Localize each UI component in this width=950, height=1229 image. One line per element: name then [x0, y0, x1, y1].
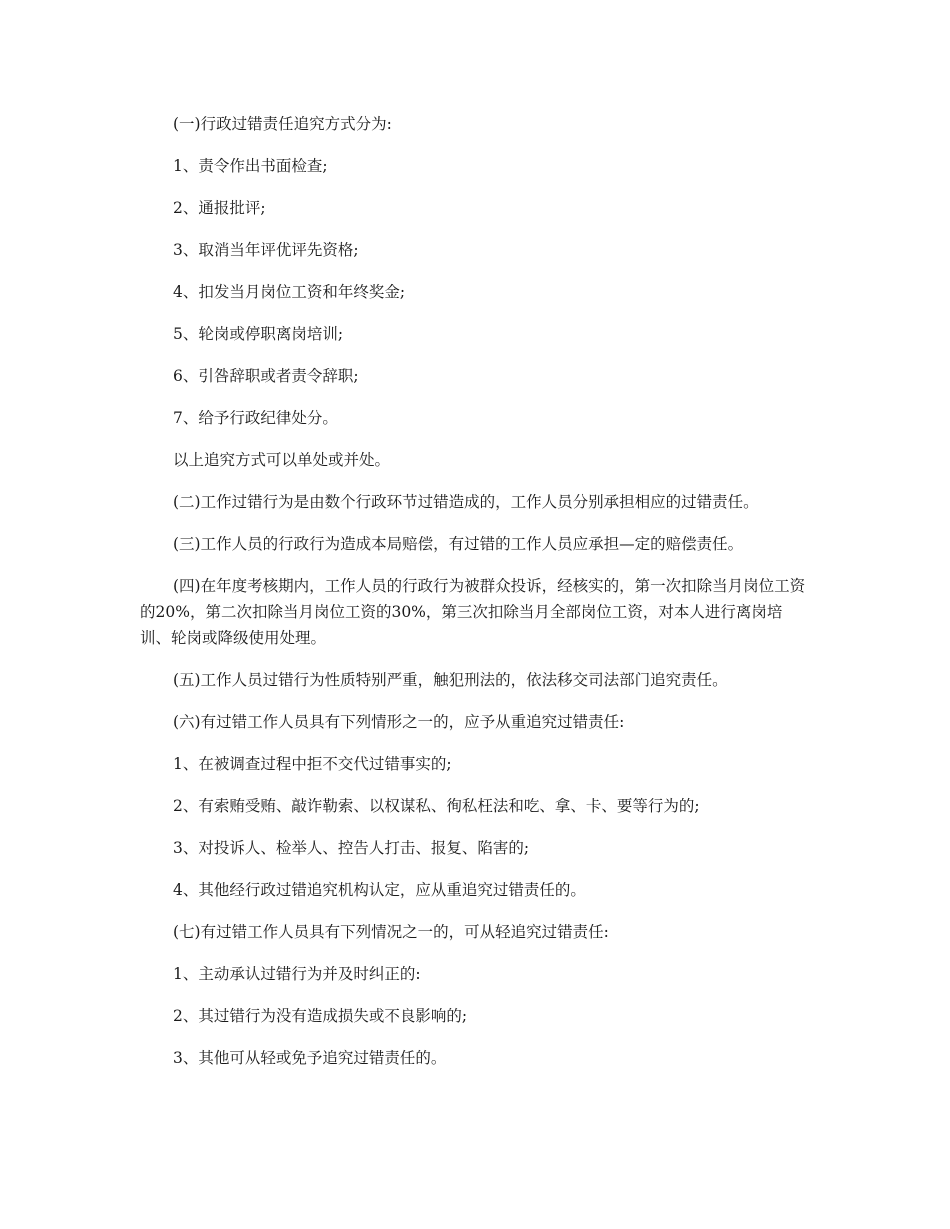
paragraph-item-3: 3、取消当年评优评先资格; — [173, 241, 359, 259]
paragraph-section-6-item-1: 1、在被调查过程中拒不交代过错事实的; — [173, 755, 452, 773]
paragraph-section-6: (六)有过错工作人员具有下列情形之一的，应予从重追究过错责任: — [173, 713, 625, 731]
paragraph-section-6-item-2: 2、有索贿受贿、敲诈勒索、以权谋私、徇私枉法和吃、拿、卡、要等行为的; — [173, 797, 700, 815]
paragraph-penalty-methods-heading: (一)行政过错责任追究方式分为: — [173, 115, 392, 133]
paragraph-section-2: (二)工作过错行为是由数个行政环节过错造成的，工作人员分别承担相应的过错责任。 — [173, 493, 759, 511]
paragraph-section-7: (七)有过错工作人员具有下列情况之一的，可从轻追究过错责任: — [173, 923, 609, 941]
paragraph-section-7-item-3: 3、其他可从轻或免予追究过错责任的。 — [173, 1049, 447, 1067]
paragraph-section-7-item-2: 2、其过错行为没有造成损失或不良影响的; — [173, 1007, 468, 1025]
paragraph-item-6: 6、引咎辞职或者责令辞职; — [173, 367, 359, 385]
paragraph-item-7: 7、给予行政纪律处分。 — [173, 409, 338, 427]
paragraph-section-6-item-3: 3、对投诉人、检举人、控告人打击、报复、陷害的; — [173, 839, 530, 857]
paragraph-item-5: 5、轮岗或停职离岗培训; — [173, 325, 344, 343]
document-body — [140, 111, 812, 1087]
paragraph-section-3: (三)工作人员的行政行为造成本局赔偿，有过错的工作人员应承担—定的赔偿责任。 — [173, 535, 744, 553]
paragraph-item-1: 1、责令作出书面检查; — [173, 157, 328, 175]
paragraph-item-4: 4、扣发当月岗位工资和年终奖金; — [173, 283, 406, 301]
paragraph-item-2: 2、通报批评; — [173, 199, 266, 217]
paragraph-combined-note: 以上追究方式可以单处或并处。 — [173, 451, 391, 469]
paragraph-section-7-item-1: 1、主动承认过错行为并及时纠正的: — [173, 965, 421, 983]
paragraph-section-5: (五)工作人员过错行为性质特别严重，触犯刑法的，依法移交司法部门追究责任。 — [173, 671, 728, 689]
paragraph-section-6-item-4: 4、其他经行政过错追究机构认定，应从重追究过错责任的。 — [173, 881, 586, 899]
paragraph-section-4: (四)在年度考核期内，工作人员的行政行为被群众投诉，经核实的，第一次扣除当月岗位工资的20%，第二次扣除当月岗位工资的30%，第三次扣除当月全部岗位工资，对本人进行离岗培训、轮岗或降级使用处理。 — [140, 577, 806, 647]
